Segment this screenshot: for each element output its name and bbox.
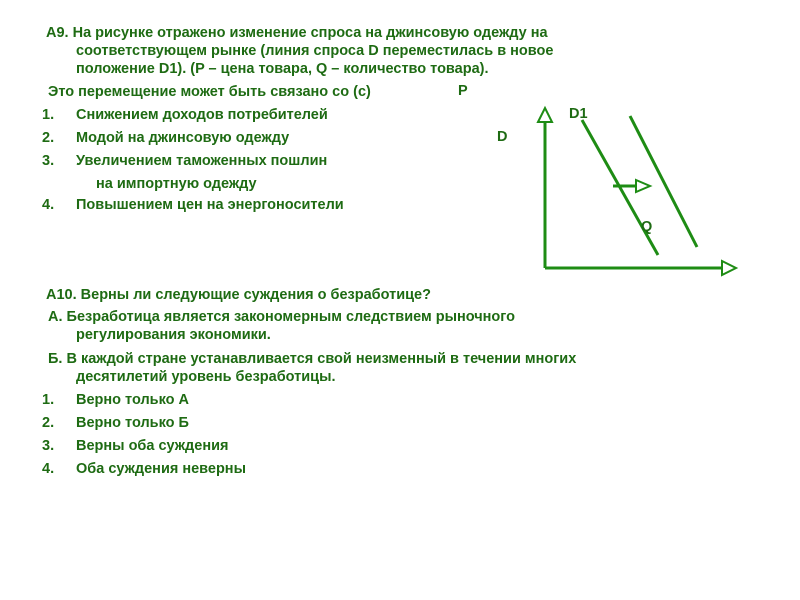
option-number: 3. [42, 153, 55, 169]
q10-option-1 [42, 391, 54, 409]
q9-option-3-text-cont: на импортную одежду [96, 176, 257, 192]
d-label: D [497, 129, 508, 145]
q10-statement-b-line-1: Б. В каждой стране устанавливается свой неизменный в течении многих [48, 351, 577, 367]
q9-option-4-text: Повышением цен на энергоносители [76, 197, 344, 213]
q10-option-4 [42, 460, 54, 478]
q9-line-1: А9. На рисунке отражено изменение спроса на джинсовую одежду на [46, 25, 548, 41]
option-number: 4. [42, 461, 55, 477]
q9-option-1-text: Снижением доходов потребителей [76, 107, 328, 123]
q10-option-3-text: Верны оба суждения [76, 438, 229, 454]
q-axis-label: Q [641, 219, 653, 235]
p-axis-label: P [458, 83, 468, 99]
option-number: 2. [42, 415, 55, 431]
q9-prompt: Это перемещение может быть связано со (с) [48, 84, 371, 100]
q10-statement-a-line-1: А. Безработица является закономерным следствием рыночного [48, 309, 515, 325]
q9-option-3-text: Увеличением таможенных пошлин [76, 153, 328, 169]
q10-option-1-text: Верно только А [76, 392, 189, 408]
q10-option-4-text: Оба суждения неверны [76, 461, 246, 477]
q10-statement-b-line-2: десятилетий уровень безработицы. [76, 369, 336, 385]
q9-line-2: соответствующем рынке (линия спроса D переместилась в новое [76, 43, 554, 59]
option-number: 3. [42, 438, 55, 454]
q9-option-2-text: Модой на джинсовую одежду [76, 130, 290, 146]
option-number: 2. [42, 130, 55, 146]
q10-option-2-text: Верно только Б [76, 415, 189, 431]
q-axis-arrowhead [722, 261, 736, 275]
option-number: 4. [42, 197, 55, 213]
option-number: 1. [42, 107, 55, 123]
p-axis-arrowhead [538, 108, 552, 122]
option-number: 1. [42, 392, 55, 408]
d1-label: D1 [569, 106, 588, 122]
q10-statement-a-line-2: регулирования экономики. [76, 327, 271, 343]
q10-option-3 [42, 437, 54, 455]
q9-line-3: положение D1). (P – цена товара, Q – количество товара). [76, 61, 489, 77]
q10-title: А10. Верны ли следующие суждения о безработице? [46, 287, 431, 303]
shift-arrowhead [636, 180, 650, 192]
q10-option-2 [42, 414, 54, 432]
